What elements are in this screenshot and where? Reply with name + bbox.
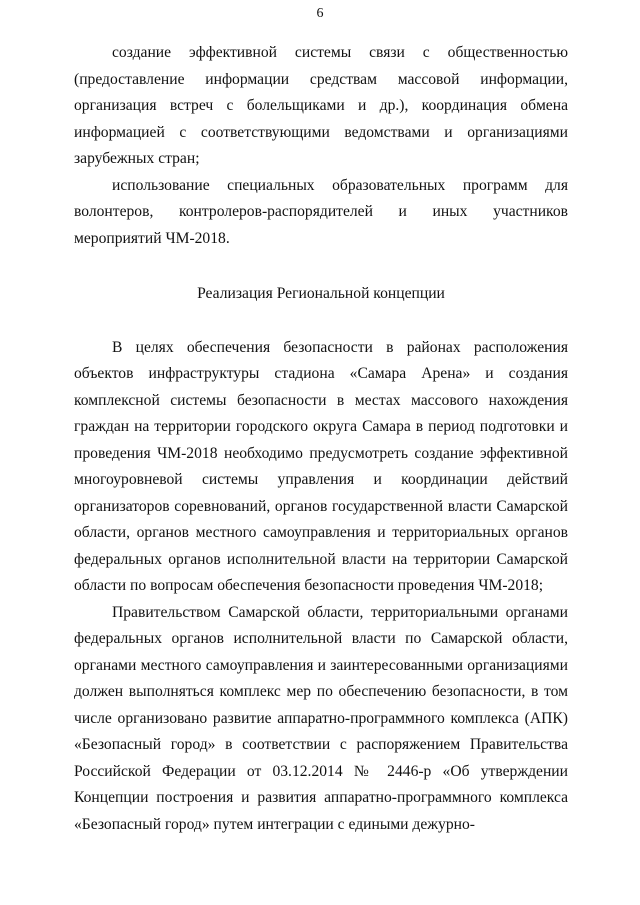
paragraph-security-goals: В целях обеспечения безопасности в районах расположения объектов инфраструктуры стадиона «Самара Арена» и создания комплексной системы безопасности в местах массового нахождения граждан на территории городского округа Самара в период подготовки и проведения ЧМ-2018 необходимо предусмотреть создание эффективной многоуровневой системы управления и координации действий организаторов соревнований, органов государственной власти Самарской области, органов местного самоуправления и территориальных органов федеральных органов исполнительной власти на территории Самарской области по вопросам обеспечения безопасности проведения ЧМ-2018; [74, 338, 568, 594]
paragraph-government-measures: Правительством Самарской области, территориальными органами федеральных органов исполнительной власти по Самарской области, органами местного самоуправления и заинтересованными организациями должен выполняться комплекс мер по обеспечению безопасности, в том числе организовано развитие аппаратно-программного комплекса (АПК) «Безопасный город» в соответствии с распоряжением Правительства Российской Федерации от 03.12.2014 № 2446-р «Об утверждении Концепции построения и развития аппаратно-программного комплекса «Безопасный город» путем интеграции с едиными дежурно- [74, 603, 568, 833]
page-number: 6 [316, 6, 324, 21]
section-heading: Реализация Региональной концепции [197, 285, 445, 302]
paragraph-education-programs: использование специальных образовательных программ для волонтеров, контролеров-распорядителей и иных участников мероприятий ЧМ-2018. [74, 176, 568, 247]
document-body [74, 40, 568, 838]
paragraph-communication: создание эффективной системы связи с общественностью (предоставление информации средствам массовой информации, организация встреч с болельщиками и др.), координация обмена информацией с соответствующими ведомствами и организациями зарубежных стран; [74, 44, 568, 167]
